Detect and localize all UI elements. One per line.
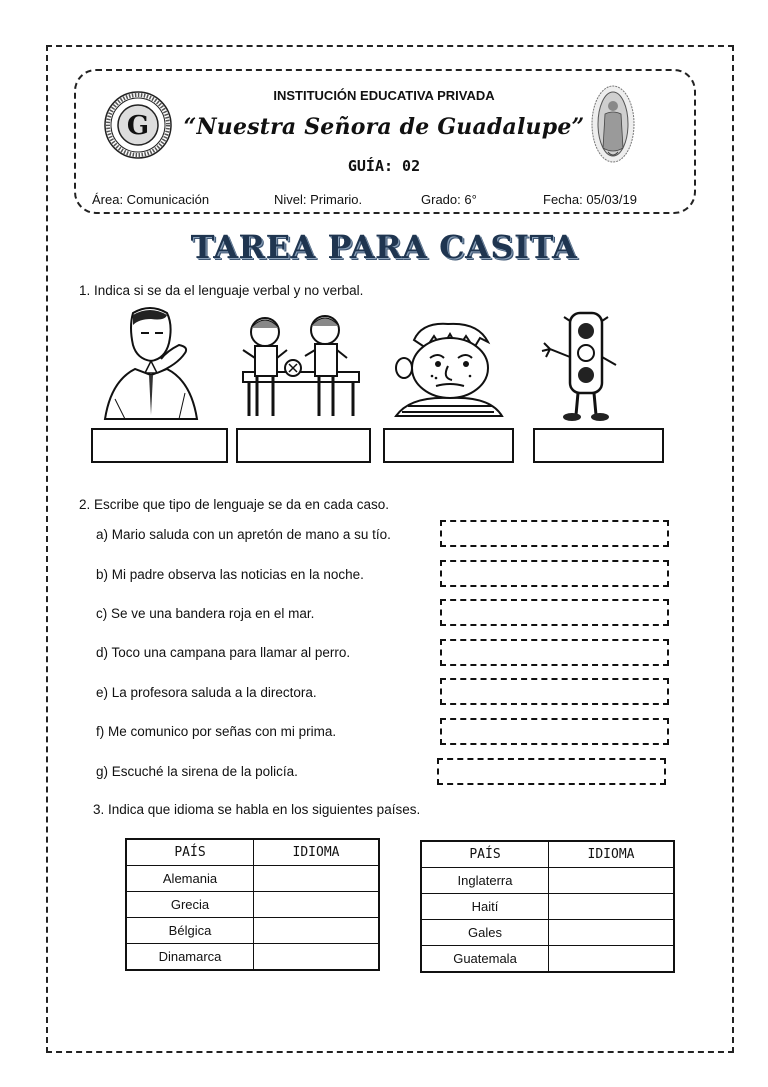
- table-header-cell: PAÍS: [126, 839, 254, 866]
- boy-face-icon: [392, 318, 504, 418]
- grade-field: Grado: 6°: [421, 192, 477, 207]
- item-f: f) Me comunico por señas con mi prima.: [96, 724, 337, 739]
- country-cell: Alemania: [126, 866, 254, 892]
- item-a: a) Mario saluda con un apretón de mano a su tío.: [96, 527, 391, 542]
- country-cell: Dinamarca: [126, 944, 254, 971]
- school-name: “Nuestra Señora de Guadalupe”: [183, 114, 585, 140]
- country-cell: Gales: [421, 920, 549, 946]
- answer-field-g[interactable]: [437, 758, 666, 785]
- answer-field-f[interactable]: [440, 718, 669, 745]
- item-e: e) La profesora saluda a la directora.: [96, 685, 317, 700]
- traffic-light-character-icon: [538, 307, 628, 423]
- question-2: 2. Escribe que tipo de lenguaje se da en cada caso.: [79, 497, 389, 512]
- item-g: g) Escuché la sirena de la policía.: [96, 764, 298, 779]
- country-cell: Haití: [421, 894, 549, 920]
- area-field: Área: Comunicación: [92, 192, 210, 207]
- table-row: [126, 866, 379, 892]
- table-header-cell: IDIOMA: [549, 841, 675, 868]
- language-cell[interactable]: [254, 892, 380, 918]
- language-cell[interactable]: [254, 866, 380, 892]
- logo-letter: G: [126, 111, 150, 141]
- answer-field-b[interactable]: [440, 560, 669, 587]
- answer-field-a[interactable]: [440, 520, 669, 547]
- language-cell[interactable]: [549, 894, 675, 920]
- country-cell: Inglaterra: [421, 868, 549, 894]
- country-cell: Grecia: [126, 892, 254, 918]
- table-header-row: [126, 839, 379, 866]
- level-field: Nivel: Primario.: [274, 192, 363, 207]
- countries-table-left: [125, 838, 380, 971]
- table-header-cell: PAÍS: [421, 841, 549, 868]
- question-1: 1. Indica si se da el lenguaje verbal y no verbal.: [79, 283, 364, 298]
- country-cell: Guatemala: [421, 946, 549, 973]
- children-on-bench-icon: [235, 306, 365, 422]
- answer-field-c[interactable]: [440, 599, 669, 626]
- language-cell[interactable]: [254, 918, 380, 944]
- table-header-cell: IDIOMA: [254, 839, 380, 866]
- table-row: [126, 918, 379, 944]
- language-cell[interactable]: [254, 944, 380, 971]
- countries-table-right: [420, 840, 675, 973]
- answer-box-1[interactable]: [91, 428, 228, 463]
- item-c: c) Se ve una bandera roja en el mar.: [96, 606, 315, 621]
- item-d: d) Toco una campana para llamar al perro.: [96, 645, 351, 660]
- country-cell: Bélgica: [126, 918, 254, 944]
- answer-box-4[interactable]: [533, 428, 664, 463]
- table-row: [126, 892, 379, 918]
- institution-name: INSTITUCIÓN EDUCATIVA PRIVADA: [273, 88, 495, 103]
- language-cell[interactable]: [549, 946, 675, 973]
- table-row: [421, 920, 674, 946]
- answer-box-2[interactable]: [236, 428, 371, 463]
- item-b: b) Mi padre observa las noticias en la noche.: [96, 567, 364, 582]
- answer-box-3[interactable]: [383, 428, 514, 463]
- table-header-row: [421, 841, 674, 868]
- table-row: [126, 944, 379, 971]
- date-field: Fecha: 05/03/19: [543, 192, 637, 207]
- page-title: TAREA PARA CASITA: [190, 228, 578, 266]
- table-row: [421, 946, 674, 973]
- language-cell[interactable]: [549, 920, 675, 946]
- table-row: [421, 894, 674, 920]
- answer-field-e[interactable]: [440, 678, 669, 705]
- table-row: [421, 868, 674, 894]
- guide-number: GUÍA: 02: [347, 157, 421, 175]
- answer-field-d[interactable]: [440, 639, 669, 666]
- question-3: 3. Indica que idioma se habla en los siguientes países.: [93, 802, 421, 817]
- language-cell[interactable]: [549, 868, 675, 894]
- man-thinking-icon: [95, 303, 205, 421]
